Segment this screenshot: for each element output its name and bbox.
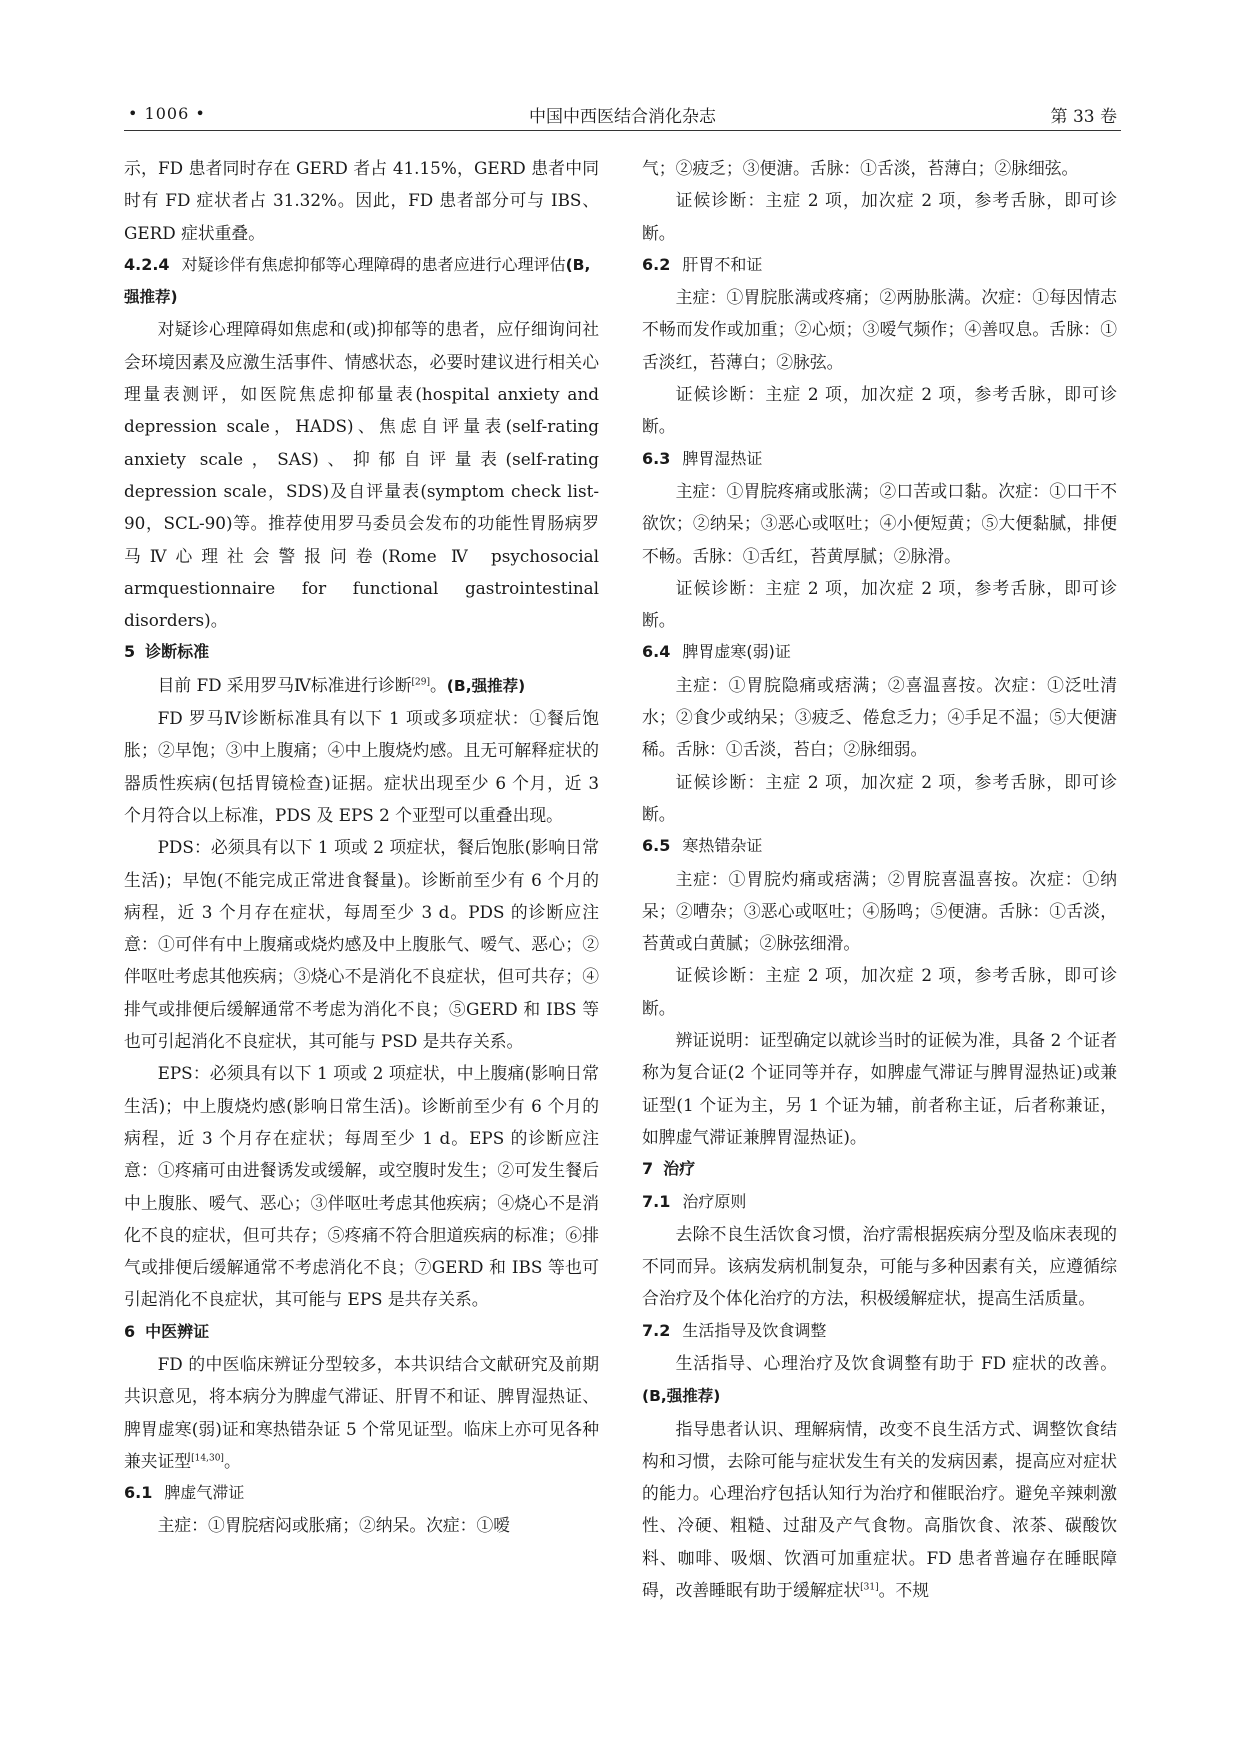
- volume-label: 第 33 卷: [1050, 107, 1117, 127]
- citation: [31]: [860, 1582, 879, 1593]
- citation: [29]: [411, 677, 430, 688]
- paragraph-psych-assessment: 对疑诊心理障碍如焦虑和(或)抑郁等的患者，应仔细询问社会环境因素及应激生活事件、情感状态，必要时建议进行相关心理量表测评，如医院焦虑抑郁量表(hospital anxiety and depression scale，HADS)、焦虑自评量表(self-rating anxiety scale，SAS)、抑郁自评量表(self-rating depression scale，SDS)及自评量表(symptom check list-90，SCL-90)等。推荐使用罗马委员会发布的功能性胃肠病罗马Ⅳ心理社会警报问卷(Rome Ⅳ psychosocial armquestionnaire for functional gastrointestinal disorders)。: [124, 319, 599, 631]
- journal-title: 中国中西医结合消化杂志: [529, 107, 716, 127]
- section-number: 6.2: [642, 254, 671, 274]
- heading-6-1: [124, 1477, 599, 1509]
- section-number: 6: [124, 1321, 136, 1341]
- paragraph-6-5-diagnosis: 证候诊断：主症 2 项，加次症 2 项，参考舌脉，即可诊断。: [642, 965, 1117, 1018]
- section-number: 7.1: [642, 1191, 671, 1211]
- section-title: 中医辨证: [145, 1321, 210, 1341]
- paragraph-treatment-principle: 去除不良生活饮食习惯，治疗需根据疾病分型及临床表现的不同而异。该病发病机制复杂，可能与多种因素有关，应遵循综合治疗及个体化治疗的方法，积极缓解症状，提高生活质量。: [642, 1223, 1117, 1309]
- section-title: 生活指导及饮食调整: [682, 1320, 827, 1340]
- section-number: 4.2.4: [124, 254, 170, 274]
- section-number: 6.4: [642, 642, 671, 662]
- heading-6-3: [642, 443, 1117, 475]
- text: 生活指导、心理治疗及饮食调整有助于 FD 症状的改善。: [675, 1352, 1117, 1373]
- paragraph-6-1-symptoms: 主症：①胃脘痞闷或胀痛；②纳呆。次症：①嗳: [157, 1515, 511, 1536]
- heading-6-5: [642, 830, 1117, 862]
- paragraph-lifestyle: [642, 1347, 1117, 1413]
- text: FD 的中医临床辨证分型较多，本共识结合文献研究及前期共识意见，将本病分为脾虚气滞证、肝胃不和证、脾胃湿热证、脾胃虚寒(弱)证和寒热错杂证 5 个常见证型。临床上亦可见各种兼夹证型: [124, 1353, 599, 1471]
- paragraph-intro: 示，FD 患者同时存在 GERD 者占 41.15%，GERD 患者中同时有 FD 症状者占 31.32%。因此，FD 患者部分可与 IBS、GERD 症状重叠。: [124, 158, 599, 243]
- heading-6: [124, 1316, 599, 1348]
- paragraph-eps: EPS：必须具有以下 1 项或 2 项症状，中上腹痛(影响日常生活)；中上腹烧灼感(影响日常生活)。诊断前至少有 6 个月的病程，近 3 个月存在症状；每周至少 1 d。EPS 的诊断应注意：①疼痛可由进餐诱发或缓解，或空腹时发生；②可发生餐后中上腹胀、嗳气、恶心；③伴呕吐考虑其他疾病；④烧心不是消化不良的症状，但可共存；⑤疼痛不符合胆道疾病的标准；⑥排气或排便后缓解通常不考虑消化不良；⑦GERD 和 IBS 等也可引起消化不良症状，其可能与 EPS 是共存关系。: [124, 1063, 599, 1310]
- paragraph-6-2-diagnosis: 证候诊断：主症 2 项，加次症 2 项，参考舌脉，即可诊断。: [642, 384, 1117, 437]
- paragraph-6-4-symptoms: 主症：①胃脘隐痛或痞满；②喜温喜按。次症：①泛吐清水；②食少或纳呆；③疲乏、倦怠乏力；④手足不温；⑤大便溏稀。舌脉：①舌淡，苔白；②脉细弱。: [642, 674, 1117, 760]
- section-title: 脾胃湿热证: [682, 448, 763, 468]
- recommendation-grade: (B,强推荐): [642, 1387, 721, 1406]
- section-title: 寒热错杂证: [682, 836, 763, 856]
- section-title: 脾胃虚寒(弱)证: [682, 642, 791, 662]
- section-number: 6.3: [642, 448, 671, 468]
- heading-5: [124, 636, 599, 668]
- section-number: 7.2: [642, 1320, 671, 1340]
- heading-4-2-4: [124, 249, 599, 314]
- running-header: [124, 90, 1121, 131]
- paragraph-syndrome-note: 辨证说明：证型确定以就诊当时的证候为准，具备 2 个证者称为复合证(2 个证同等并存，如脾虚气滞证与脾胃湿热证)或兼证型(1 个证为主，另 1 个证为辅，前者称主证，后者称兼证，如脾虚气滞证兼脾胃湿热证)。: [642, 1030, 1117, 1147]
- paragraph-6-2-symptoms: 主症：①胃脘胀满或疼痛；②两胁胀满。次症：①每因情志不畅而发作或加重；②心烦；③嗳气频作；④善叹息。舌脉：①舌淡红，苔薄白；②脉弦。: [642, 287, 1117, 372]
- section-title: 肝胃不和证: [682, 254, 763, 274]
- heading-7-2: [642, 1315, 1117, 1347]
- text: 。: [223, 1450, 241, 1471]
- paragraph-6-4-diagnosis: 证候诊断：主症 2 项，加次症 2 项，参考舌脉，即可诊断。: [642, 771, 1117, 824]
- citation: [14,30]: [191, 1453, 224, 1464]
- paragraph-6-1-symptoms-cont: 气；②疲乏；③便溏。舌脉：①舌淡，苔薄白；②脉细弦。: [642, 158, 1079, 178]
- heading-7: [642, 1153, 1117, 1185]
- paragraph-rome-iv: [124, 669, 599, 702]
- section-title: 对疑诊伴有焦虑抑郁等心理障碍的患者应进行心理评估: [181, 254, 566, 274]
- paragraph-6-5-symptoms: 主症：①胃脘灼痛或痞满；②胃脘喜温喜按。次症：①纳呆；②嘈杂；③恶心或呕吐；④肠鸣；⑤便溏。舌脉：①舌淡，苔黄或白黄腻；②脉弦细滑。: [642, 868, 1117, 954]
- text: 指导患者认识、理解病情，改变不良生活方式、调整饮食结构和习惯，去除可能与症状发生有关的发病因素，提高应对症状的能力。心理治疗包括认知行为治疗和催眠治疗。避免辛辣刺激性、冷硬、粗糙、过甜及产气食物。高脂饮食、浓茶、碳酸饮料、咖啡、吸烟、饮酒可加重症状。FD 患者普遍存在睡眠障碍，改善睡眠有助于缓解症状: [642, 1418, 1117, 1601]
- paragraph-6-1-diagnosis: 证候诊断：主症 2 项，加次症 2 项，参考舌脉，即可诊断。: [642, 190, 1117, 243]
- text: 目前 FD 采用罗马Ⅳ标准进行诊断: [157, 674, 412, 695]
- section-number: 5: [124, 642, 136, 662]
- section-title: 治疗: [663, 1159, 696, 1179]
- paragraph-tcm-types: [124, 1348, 599, 1477]
- section-number: 6.1: [124, 1483, 153, 1503]
- text: 。不规: [878, 1580, 930, 1601]
- paragraph-6-3-symptoms: 主症：①胃脘疼痛或胀满；②口苦或口黏。次症：①口干不欲饮；②纳呆；③恶心或呕吐；④小便短黄；⑤大便黏腻，排便不畅。舌脉：①舌红，苔黄厚腻；②脉滑。: [642, 480, 1117, 566]
- left-column: [124, 152, 599, 1542]
- recommendation-grade: (B,强推荐): [124, 255, 591, 307]
- page-number: • 1006 •: [128, 104, 206, 123]
- paragraph-criteria: FD 罗马Ⅳ诊断标准具有以下 1 项或多项症状：①餐后饱胀；②早饱；③中上腹痛；④中上腹烧灼感。且无可解释症状的器质性疾病(包括胃镜检查)证据。症状出现至少 6 个月，近 3 个月符合以上标准，PDS 及 EPS 2 个亚型可以重叠出现。: [124, 708, 599, 825]
- paragraph-pds: PDS：必须具有以下 1 项或 2 项症状，餐后饱胀(影响日常生活)；早饱(不能完成正常进食餐量)。诊断前至少有 6 个月的病程，近 3 个月存在症状，每周至少 3 d。PDS 的诊断应注意：①可伴有中上腹痛或烧灼感及中上腹胀气、嗳气、恶心；②伴呕吐考虑其他疾病；③烧心不是消化不良症状，但可共存；④排气或排便后缓解通常不考虑为消化不良；⑤GERD 和 IBS 等也可引起消化不良症状，其可能与 PSD 是共存关系。: [124, 837, 599, 1052]
- recommendation-grade: (B,强推荐): [446, 676, 526, 695]
- right-column: [642, 152, 1117, 1606]
- section-title: 诊断标准: [145, 642, 210, 662]
- heading-6-2: [642, 249, 1117, 281]
- heading-7-1: [642, 1186, 1117, 1218]
- heading-6-4: [642, 636, 1117, 668]
- section-title: 治疗原则: [682, 1191, 747, 1211]
- paragraph-6-3-diagnosis: 证候诊断：主症 2 项，加次症 2 项，参考舌脉，即可诊断。: [642, 577, 1117, 631]
- section-title: 脾虚气滞证: [164, 1483, 245, 1503]
- section-number: 6.5: [642, 836, 671, 856]
- section-number: 7: [642, 1159, 654, 1179]
- paragraph-guidance: [642, 1413, 1117, 1607]
- text: 。: [430, 674, 447, 695]
